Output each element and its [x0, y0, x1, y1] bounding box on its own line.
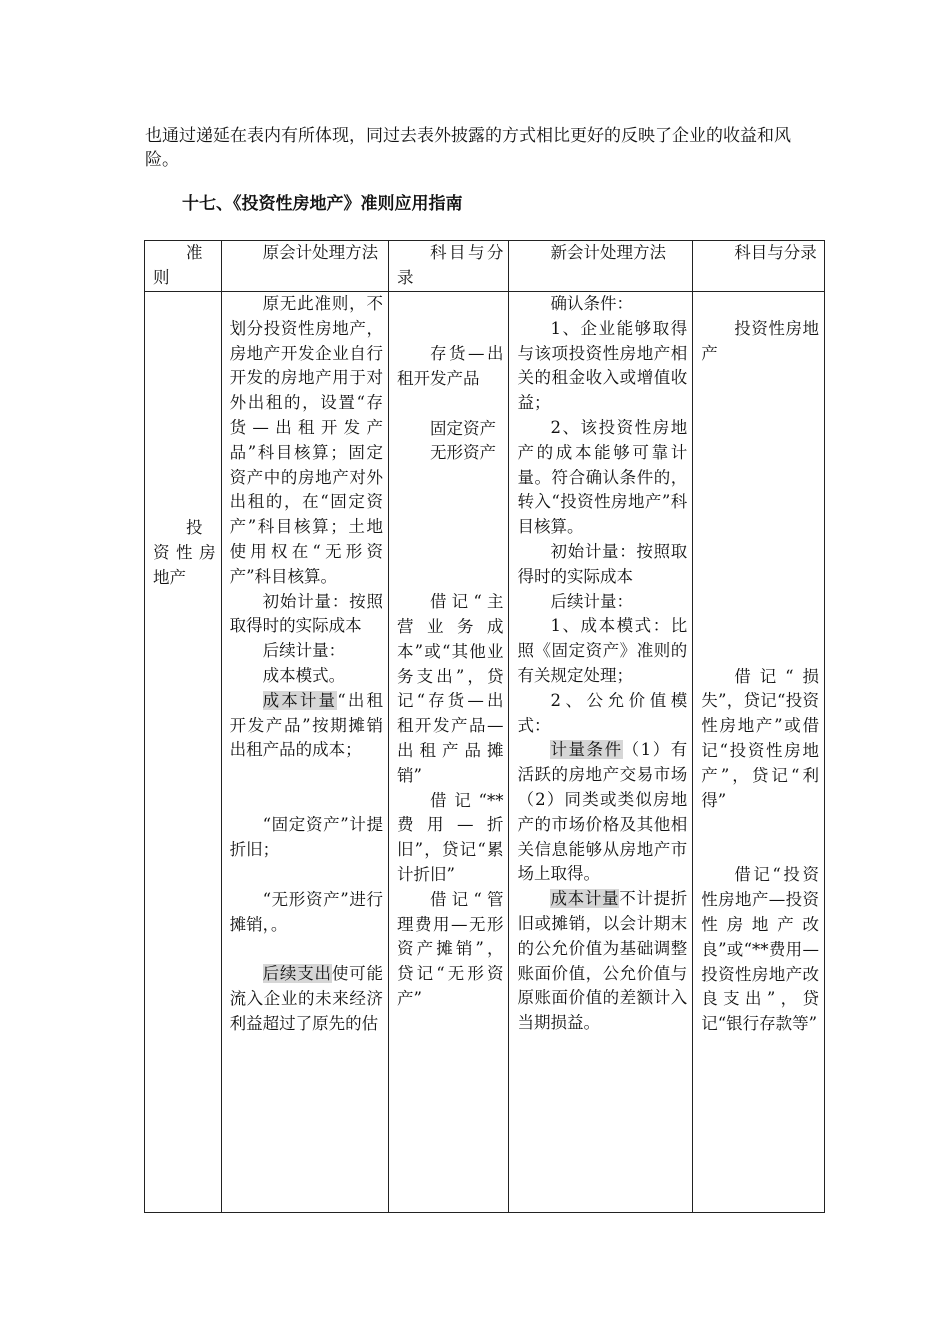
highlight-subsequent-expense: 后续支出: [262, 964, 332, 984]
new-method-conditions: [517, 738, 687, 887]
new-method-cost-measure-text: 不计提折旧或摊销，以会计期末的公允价值为基础调整账面价值，公允价值与原账面价值的差额计入当期损益。: [517, 889, 688, 1033]
table-header-row: [145, 241, 825, 292]
table-row: [145, 292, 825, 1213]
old-method-cost-measure-text: “出租开发产品”按期摊销出租产品的成本；: [229, 690, 384, 760]
header-old-method: 原会计处理方法: [221, 241, 388, 292]
old-method-p1: 原无此准则，不划分投资性房地产，房地产开发企业自行开发的房地产用于对外出租的，设置“存货—出租开发产品”科目核算；固定资产中的房地产对外出租的，在“固定资产”科目核算；土地使用权在“无形资产”科目核算。: [229, 294, 383, 586]
cell-new-method: [509, 292, 693, 1213]
new-method-initial: 初始计量：按照取得时的实际成本: [517, 541, 688, 586]
new-method-conditions-text: （1）有活跃的房地产交易市场（2）同类或类似房地产的市场价格及其他相关信息能够从房地产市场上取得。: [517, 740, 688, 884]
old-method-subsequent-expense-text: 使可能流入企业的未来经济利益超过了原先的估: [229, 964, 384, 1033]
new-entry-improvement: 借记“投资性房地产—投资性房地产改良”或“**费用—投资性房地产改良支出”，贷记“银行存款等”: [701, 865, 819, 1034]
header-old-entries: 科目与分录: [389, 241, 509, 292]
new-method-fair-value: 2、公允价值模式：: [517, 690, 688, 735]
old-method-amortization: “无形资产”进行摊销，。: [229, 889, 383, 934]
old-method-cost-model: 成本模式。: [262, 665, 346, 685]
header-standard: 准则: [145, 241, 222, 292]
cell-standard: [145, 292, 222, 1213]
new-method-condition-1: 1、企业能够取得与该项投资性房地产相关的租金收入或增值收益；: [517, 318, 688, 413]
header-new-entries: 科目与分录: [693, 241, 825, 292]
new-method-condition-2: 2、该投资性房地产的成本能够可靠计量。符合确认条件的，转入“投资性房地产”科目核算。: [517, 417, 688, 537]
old-entry-intangible: 无形资产: [430, 443, 496, 463]
old-method-cost-measure: [230, 689, 383, 763]
old-entry-fixed-assets: 固定资产: [430, 418, 496, 438]
old-method-subsequent-expense: [230, 962, 383, 1036]
old-entry-inventory: 存货—出租开发产品: [397, 344, 504, 388]
new-method-cost-model: 1、成本模式：比照《固定资产》准则的有关规定处理；: [517, 616, 688, 685]
old-entry-depreciation: 借记“**费用—折旧”，贷记“累计折旧”: [397, 790, 504, 884]
new-entry-fair-value-change: 借记“损失”，贷记“投资性房地产”或借记“投资性房地产”，贷记“利得”: [701, 666, 819, 810]
cell-old-method: [221, 292, 388, 1213]
new-method-recognition: 确认条件：: [550, 294, 633, 313]
old-entry-amortization: 借记“管理费用—无形资产摊销”，贷记“无形资产”: [397, 889, 504, 1008]
old-method-subsequent: 后续计量：: [262, 641, 346, 661]
highlight-new-cost-measure: 成本计量: [550, 889, 620, 909]
old-method-initial: 初始计量：按照取得时的实际成本: [229, 591, 383, 636]
new-entry-investment-property: 投资性房地产: [701, 319, 819, 363]
highlight-measure-conditions: 计量条件: [550, 740, 623, 760]
cell-new-entries: [693, 292, 825, 1213]
intro-paragraph: 也通过递延在表内有所体现，同过去表外披露的方式相比更好的反映了企业的收益和风险。: [145, 126, 791, 170]
cell-old-entries: [389, 292, 509, 1213]
old-method-depreciation: “固定资产”计提折旧；: [229, 815, 383, 859]
new-method-subsequent: 后续计量：: [550, 591, 633, 611]
section-heading: 十七、《投资性房地产》准则应用指南: [182, 194, 463, 214]
guide-table: [144, 240, 825, 1213]
highlight-cost-measure: 成本计量: [262, 690, 338, 710]
new-method-cost-measure: [517, 887, 687, 1036]
standard-name: 投资性房地产: [153, 518, 216, 587]
header-new-method: 新会计处理方法: [509, 241, 693, 292]
old-entry-cost-of-sales: 借记“主营业务成本”或“其他业务支出”，贷记“存货—出租开发产品—出租产品摊销”: [397, 592, 504, 785]
